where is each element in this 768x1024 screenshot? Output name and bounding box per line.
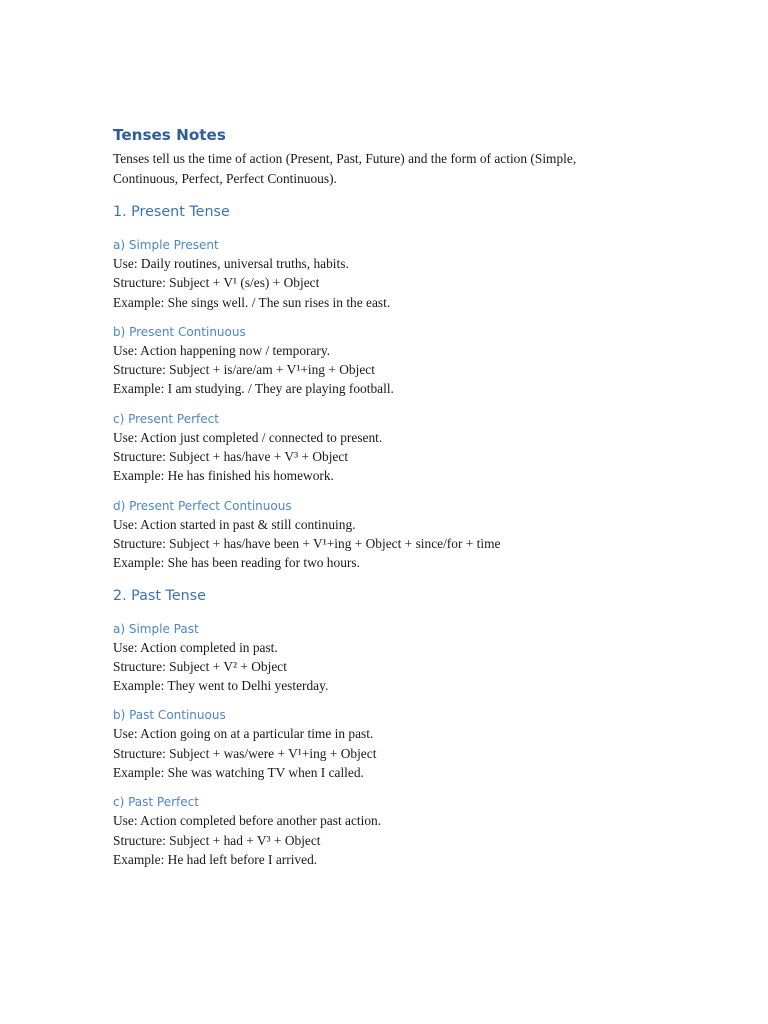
subsection-past-continuous bbox=[113, 706, 673, 782]
structure-line: Structure: Subject + V² + Object bbox=[113, 658, 287, 674]
use-line: Use: Action happening now / temporary. bbox=[113, 342, 331, 358]
use-line: Use: Action going on at a particular time in past. bbox=[113, 726, 374, 742]
intro-line: Tenses tell us the time of action (Present, Past, Future) and the form of action (Simple, bbox=[113, 151, 577, 166]
subsection-present-perfect-continuous bbox=[113, 497, 673, 573]
section-heading: 1. Present Tense bbox=[113, 204, 230, 220]
example-line: Example: She has been reading for two hours. bbox=[113, 555, 360, 571]
example-line: Example: He had left before I arrived. bbox=[113, 851, 318, 867]
subsection-present-perfect bbox=[113, 410, 673, 486]
subsection-heading: d) Present Perfect Continuous bbox=[113, 498, 292, 513]
subsection-heading: a) Simple Past bbox=[113, 621, 199, 636]
document-body bbox=[113, 125, 673, 869]
subsection-simple-past bbox=[113, 620, 673, 696]
intro-paragraph bbox=[113, 149, 673, 189]
section-heading: 2. Past Tense bbox=[113, 587, 206, 604]
use-line: Use: Action completed in past. bbox=[113, 639, 278, 655]
structure-line: Structure: Subject + had + V³ + Object bbox=[113, 832, 321, 848]
structure-line: Structure: Subject + was/were + V¹+ing + Object bbox=[113, 745, 377, 761]
subsection-past-perfect bbox=[113, 793, 673, 869]
subsection-heading: a) Simple Present bbox=[113, 238, 219, 252]
section-past-tense bbox=[113, 586, 673, 870]
subsection-heading: b) Present Continuous bbox=[113, 324, 246, 339]
subsection-present-continuous bbox=[113, 323, 673, 399]
example-line: Example: I am studying. / They are playing football. bbox=[113, 381, 394, 397]
structure-line: Structure: Subject + has/have + V³ + Object bbox=[113, 449, 349, 465]
section-present-tense bbox=[113, 202, 673, 573]
example-line: Example: She was watching TV when I called. bbox=[113, 765, 364, 781]
structure-line: Structure: Subject + is/are/am + V¹+ing + Object bbox=[113, 362, 375, 378]
use-line: Use: Action just completed / connected to present. bbox=[113, 429, 383, 445]
structure-line: Structure: Subject + V¹ (s/es) + Object bbox=[113, 275, 320, 291]
intro-line: Continuous, Perfect, Perfect Continuous). bbox=[113, 171, 337, 186]
structure-line: Structure: Subject + has/have been + V¹+ing + Object + since/for + time bbox=[113, 535, 501, 551]
subsection-heading: c) Present Perfect bbox=[113, 411, 219, 426]
use-line: Use: Daily routines, universal truths, habits. bbox=[113, 256, 349, 271]
subsection-simple-present bbox=[113, 236, 673, 312]
use-line: Use: Action completed before another past action. bbox=[113, 813, 382, 829]
document-title: Tenses Notes bbox=[113, 126, 226, 144]
subsection-heading: c) Past Perfect bbox=[113, 795, 199, 810]
example-line: Example: They went to Delhi yesterday. bbox=[113, 678, 329, 694]
example-line: Example: He has finished his homework. bbox=[113, 468, 334, 484]
example-line: Example: She sings well. / The sun rises in the east. bbox=[113, 294, 391, 310]
subsection-heading: b) Past Continuous bbox=[113, 708, 226, 723]
use-line: Use: Action started in past & still continuing. bbox=[113, 516, 356, 532]
